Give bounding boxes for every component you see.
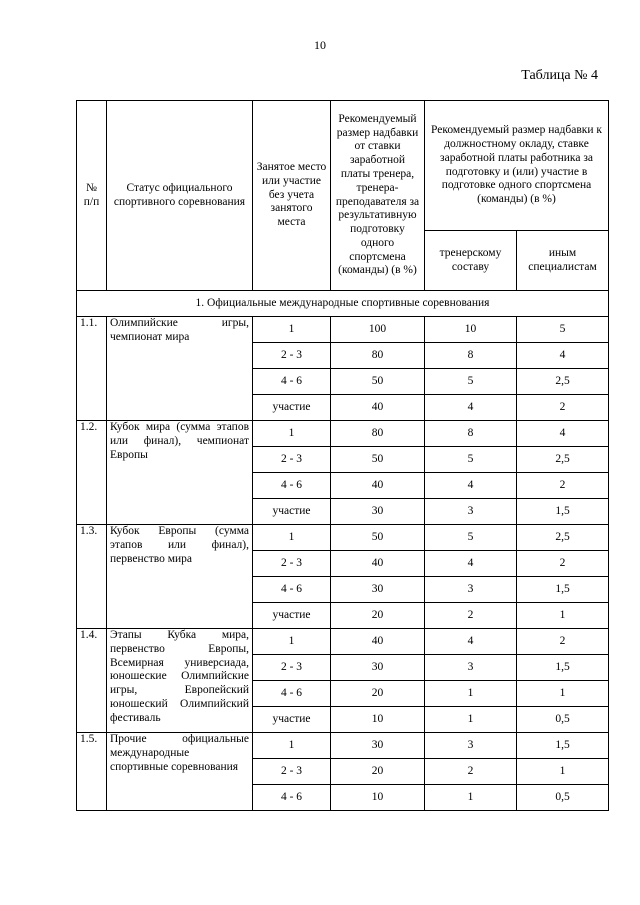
- place-cell: участие: [253, 603, 331, 629]
- competition-status: Прочие официальные международные спортивные соревнования: [107, 733, 253, 811]
- coach-staff-cell: 5: [425, 447, 517, 473]
- rate-cell: 80: [331, 421, 425, 447]
- coach-staff-cell: 2: [425, 759, 517, 785]
- other-specialists-cell: 2: [517, 395, 609, 421]
- other-specialists-cell: 1: [517, 759, 609, 785]
- rate-cell: 80: [331, 343, 425, 369]
- rate-cell: 20: [331, 681, 425, 707]
- section-row: [77, 291, 609, 317]
- coach-staff-cell: 3: [425, 655, 517, 681]
- rate-cell: 30: [331, 655, 425, 681]
- rate-cell: 30: [331, 733, 425, 759]
- rate-cell: 50: [331, 447, 425, 473]
- coach-staff-cell: 1: [425, 681, 517, 707]
- table-row: [77, 525, 609, 551]
- other-specialists-cell: 0,5: [517, 707, 609, 733]
- place-cell: участие: [253, 395, 331, 421]
- table-row: [77, 317, 609, 343]
- coach-staff-cell: 2: [425, 603, 517, 629]
- other-specialists-cell: 4: [517, 421, 609, 447]
- rate-cell: 20: [331, 603, 425, 629]
- place-cell: 2 - 3: [253, 759, 331, 785]
- competition-status: Этапы Кубка мира, первенство Европы, Всемирная универсиада, юношеские Олимпийские игры, Европейский юношеский Олимпийский фестиваль: [107, 629, 253, 733]
- header-coach-staff: тренерскому составу: [425, 231, 517, 291]
- coach-staff-cell: 1: [425, 785, 517, 811]
- table-caption: Таблица № 4: [521, 68, 598, 83]
- rate-cell: 50: [331, 369, 425, 395]
- header-row: [77, 101, 609, 231]
- place-cell: 1: [253, 525, 331, 551]
- competition-status: Кубок Европы (сумма этапов или финал), первенство мира: [107, 525, 253, 629]
- place-cell: участие: [253, 499, 331, 525]
- bonus-table: [76, 100, 609, 811]
- coach-staff-cell: 8: [425, 421, 517, 447]
- coach-staff-cell: 10: [425, 317, 517, 343]
- rate-cell: 30: [331, 577, 425, 603]
- rate-cell: 40: [331, 473, 425, 499]
- row-number: 1.5.: [77, 733, 107, 811]
- rate-cell: 10: [331, 785, 425, 811]
- rate-cell: 40: [331, 629, 425, 655]
- other-specialists-cell: 2,5: [517, 447, 609, 473]
- place-cell: 2 - 3: [253, 655, 331, 681]
- rate-cell: 20: [331, 759, 425, 785]
- row-number: 1.1.: [77, 317, 107, 421]
- coach-staff-cell: 4: [425, 395, 517, 421]
- header-num: № п/п: [77, 101, 107, 291]
- other-specialists-cell: 1,5: [517, 655, 609, 681]
- other-specialists-cell: 2,5: [517, 525, 609, 551]
- place-cell: 2 - 3: [253, 551, 331, 577]
- other-specialists-cell: 1,5: [517, 499, 609, 525]
- coach-staff-cell: 5: [425, 369, 517, 395]
- place-cell: 1: [253, 629, 331, 655]
- competition-status: Кубок мира (сумма этапов или финал), чемпионат Европы: [107, 421, 253, 525]
- rate-cell: 30: [331, 499, 425, 525]
- place-cell: 4 - 6: [253, 473, 331, 499]
- other-specialists-cell: 0,5: [517, 785, 609, 811]
- other-specialists-cell: 2,5: [517, 369, 609, 395]
- place-cell: 4 - 6: [253, 369, 331, 395]
- other-specialists-cell: 4: [517, 343, 609, 369]
- rate-cell: 10: [331, 707, 425, 733]
- other-specialists-cell: 2: [517, 629, 609, 655]
- coach-staff-cell: 1: [425, 707, 517, 733]
- rate-cell: 40: [331, 551, 425, 577]
- place-cell: 4 - 6: [253, 681, 331, 707]
- table-row: [77, 629, 609, 655]
- rate-cell: 40: [331, 395, 425, 421]
- table-row: [77, 421, 609, 447]
- row-number: 1.3.: [77, 525, 107, 629]
- place-cell: 2 - 3: [253, 447, 331, 473]
- place-cell: 4 - 6: [253, 785, 331, 811]
- section-title: 1. Официальные международные спортивные соревнования: [77, 291, 609, 317]
- row-number: 1.2.: [77, 421, 107, 525]
- header-other-specialists: иным специалистам: [517, 231, 609, 291]
- table-row: [77, 733, 609, 759]
- coach-staff-cell: 4: [425, 551, 517, 577]
- coach-staff-cell: 3: [425, 499, 517, 525]
- header-place: Занятое место или участие без учета занятого места: [253, 101, 331, 291]
- other-specialists-cell: 1: [517, 681, 609, 707]
- coach-staff-cell: 3: [425, 577, 517, 603]
- place-cell: 1: [253, 733, 331, 759]
- page-number: 10: [314, 38, 326, 52]
- rate-cell: 100: [331, 317, 425, 343]
- competition-status: Олимпийские игры, чемпионат мира: [107, 317, 253, 421]
- place-cell: участие: [253, 707, 331, 733]
- header-status: Статус официального спортивного соревнования: [107, 101, 253, 291]
- coach-staff-cell: 4: [425, 629, 517, 655]
- rate-cell: 50: [331, 525, 425, 551]
- place-cell: 2 - 3: [253, 343, 331, 369]
- other-specialists-cell: 1,5: [517, 733, 609, 759]
- coach-staff-cell: 4: [425, 473, 517, 499]
- coach-staff-cell: 8: [425, 343, 517, 369]
- other-specialists-cell: 2: [517, 473, 609, 499]
- header-salary: Рекомендуемый размер надбавки к должностному окладу, ставке заработной платы работника за подготовку и (или) участие в подготовке одного спортсмена (команды) (в %): [425, 101, 609, 231]
- table-body: [77, 291, 609, 811]
- other-specialists-cell: 2: [517, 551, 609, 577]
- place-cell: 4 - 6: [253, 577, 331, 603]
- coach-staff-cell: 5: [425, 525, 517, 551]
- row-number: 1.4.: [77, 629, 107, 733]
- other-specialists-cell: 1: [517, 603, 609, 629]
- place-cell: 1: [253, 317, 331, 343]
- header-rate: Рекомендуемый размер надбавки от ставки заработной платы тренера, тренера-преподавателя за результативную подготовку одного спортсмена (команды) (в %): [331, 101, 425, 291]
- coach-staff-cell: 3: [425, 733, 517, 759]
- other-specialists-cell: 5: [517, 317, 609, 343]
- place-cell: 1: [253, 421, 331, 447]
- other-specialists-cell: 1,5: [517, 577, 609, 603]
